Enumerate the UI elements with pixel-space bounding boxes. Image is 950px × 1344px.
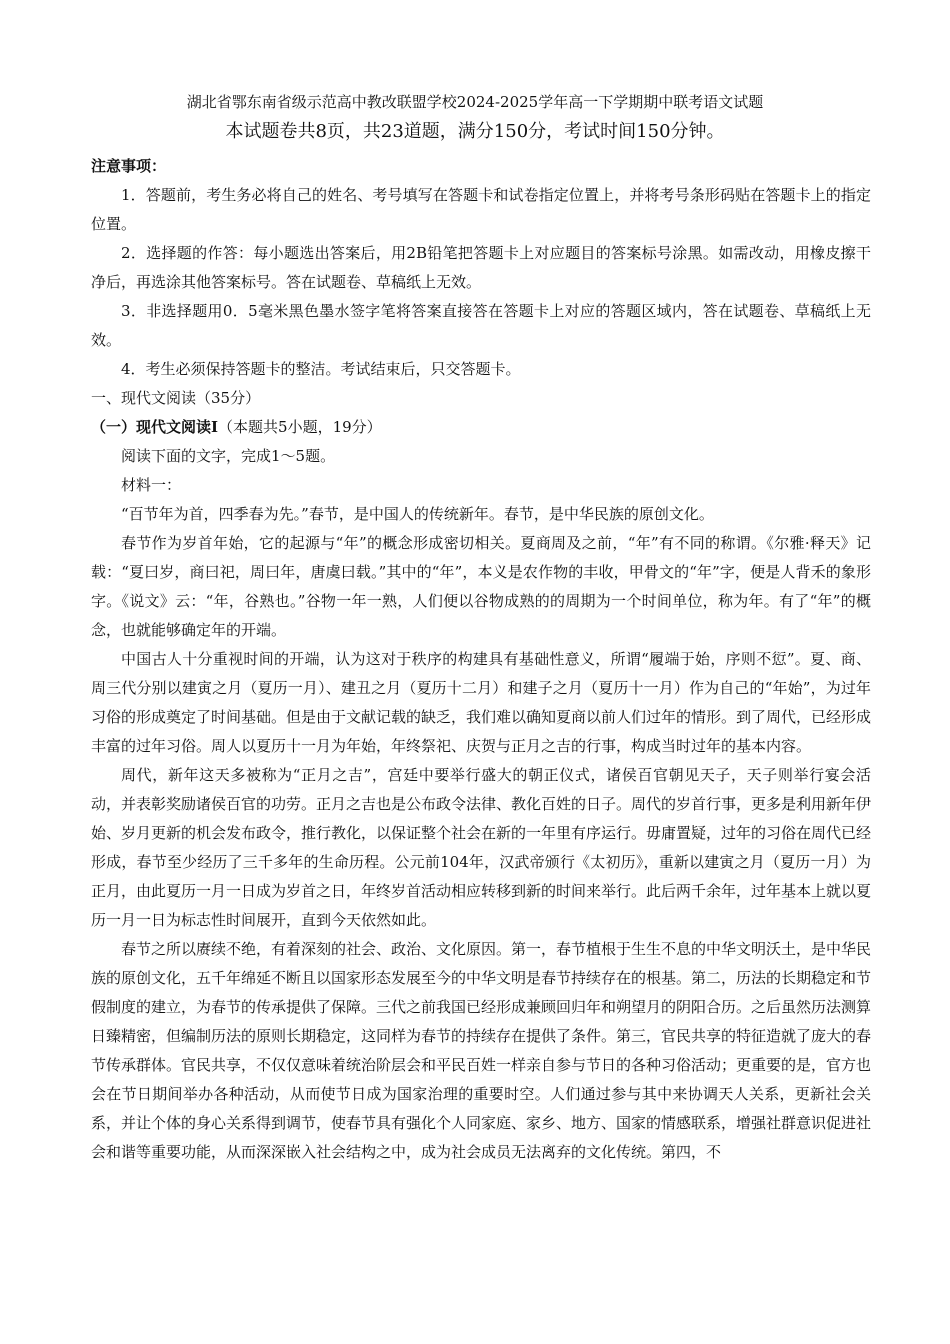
subsection-note: （本题共5小题，19分） <box>218 418 382 436</box>
notice-item: 1．答题前，考生务必将自己的姓名、考号填写在答题卡和试卷指定位置上，并将考号条形码贴在答题卡上的指定位置。 <box>91 186 871 233</box>
subsection-heading <box>91 413 871 442</box>
material-paragraph: 春节之所以赓续不绝，有着深刻的社会、政治、文化原因。第一，春节植根于生生不息的中华文明沃土，是中华民族的原创文化，五千年绵延不断且以国家形态发展至今的中华文明是春节持续存在的根基。第二，历法的长期稳定和节假制度的建立，为春节的传承提供了保障。三代之前我国已经形成兼顾回归年和朔望月的阴阳合历。之后虽然历法测算日臻精密，但编制历法的原则长期稳定，这同样为春节的持续存在提供了条件。第三，官民共享的特征造就了庞大的春节传承群体。官民共享，不仅仅意味着统治阶层会和平民百姓一样亲自参与节日的各种习俗活动；更重要的是，官方也会在节日期间举办各种活动，从而使节日成为国家治理的重要时空。人们通过参与其中来协调天人关系，更新社会关系，并让个体的身心关系得到调节，使春节具有强化个人同家庭、家乡、地方、国家的情感联系，增强社群意识促进社会和谐等重要功能，从而深深嵌入社会结构之中，成为社会成员无法离弃的文化传统。第四，不 <box>91 940 872 1161</box>
exam-body <box>91 152 871 1167</box>
notice-item: 3．非选择题用0．5毫米黑色墨水签字笔将答案直接答在答题卡上对应的答题区域内，答在试题卷、草稿纸上无效。 <box>91 302 871 349</box>
material-label: 材料一： <box>121 476 182 494</box>
material-paragraph: “百节年为首，四季春为先。”春节，是中国人的传统新年。春节，是中华民族的原创文化。 <box>121 505 714 523</box>
material-paragraph: 春节作为岁首年始，它的起源与“年”的概念形成密切相关。夏商周及之前，“年”有不同的称谓。《尔雅·释天》记载：“夏曰岁，商曰祀，周曰年，唐虞曰载。”其中的“年”，本义是农作物的丰收，甲骨文的“年”字，便是人背禾的象形字。《说文》云：“年，谷熟也。”谷物一年一熟，人们便以谷物成熟的的周期为一个时间单位，称为年。有了“年”的概念，也就能够确定年的开端。 <box>91 534 871 639</box>
exam-title: 湖北省鄂东南省级示范高中教改联盟学校2024-2025学年高一下学期期中联考语文试题 <box>186 93 764 111</box>
material-paragraph: 中国古人十分重视时间的开端，认为这对于秩序的构建具有基础性意义，所谓“履端于始，序则不愆”。夏、商、周三代分别以建寅之月（夏历一月）、建丑之月（夏历十二月）和建子之月（夏历十一月）作为自己的“年始”，为过年习俗的形成奠定了时间基础。但是由于文献记载的缺乏，我们难以确知夏商以前人们过年的情形。到了周代，已经形成丰富的过年习俗。周人以夏历十一月为年始，年终祭祀、庆贺与正月之吉的行事，构成当时过年的基本内容。 <box>91 650 872 755</box>
exam-subtitle: 本试题卷共8页，共23道题，满分150分，考试时间150分钟。 <box>225 121 725 142</box>
notice-heading: 注意事项： <box>91 157 167 175</box>
material-paragraph: 周代，新年这天多被称为“正月之吉”，宫廷中要举行盛大的朝正仪式，诸侯百官朝见天子，天子则举行宴会活动，并表彰奖励诸侯百官的功劳。正月之吉也是公布政令法律、教化百姓的日子。周代的岁首行事，更多是利用新年伊始、岁月更新的机会发布政令，推行教化，以保证整个社会在新的一年里有序运行。毋庸置疑，过年的习俗在周代已经形成，春节至少经历了三千多年的生命历程。公元前104年，汉武帝颁行《太初历》，重新以建寅之月（夏历一月）为正月，由此夏历一月一日成为岁首之日，年终岁首活动相应转移到新的时间来举行。此后两千余年，过年基本上就以夏历一月一日为标志性时间展开，直到今天依然如此。 <box>91 766 872 929</box>
notice-item: 2．选择题的作答：每小题选出答案后，用2B铅笔把答题卡上对应题目的答案标号涂黑。如需改动，用橡皮擦干净后，再选涂其他答案标号。答在试题卷、草稿纸上无效。 <box>91 244 871 291</box>
notice-item: 4．考生必须保持答题卡的整洁。考试结束后，只交答题卡。 <box>121 360 521 378</box>
section-heading: 一、现代文阅读（35分） <box>91 389 261 407</box>
reading-instruction: 阅读下面的文字，完成1～5题。 <box>121 447 336 465</box>
subsection-lead: （一）现代文阅读Ⅰ <box>91 418 219 436</box>
